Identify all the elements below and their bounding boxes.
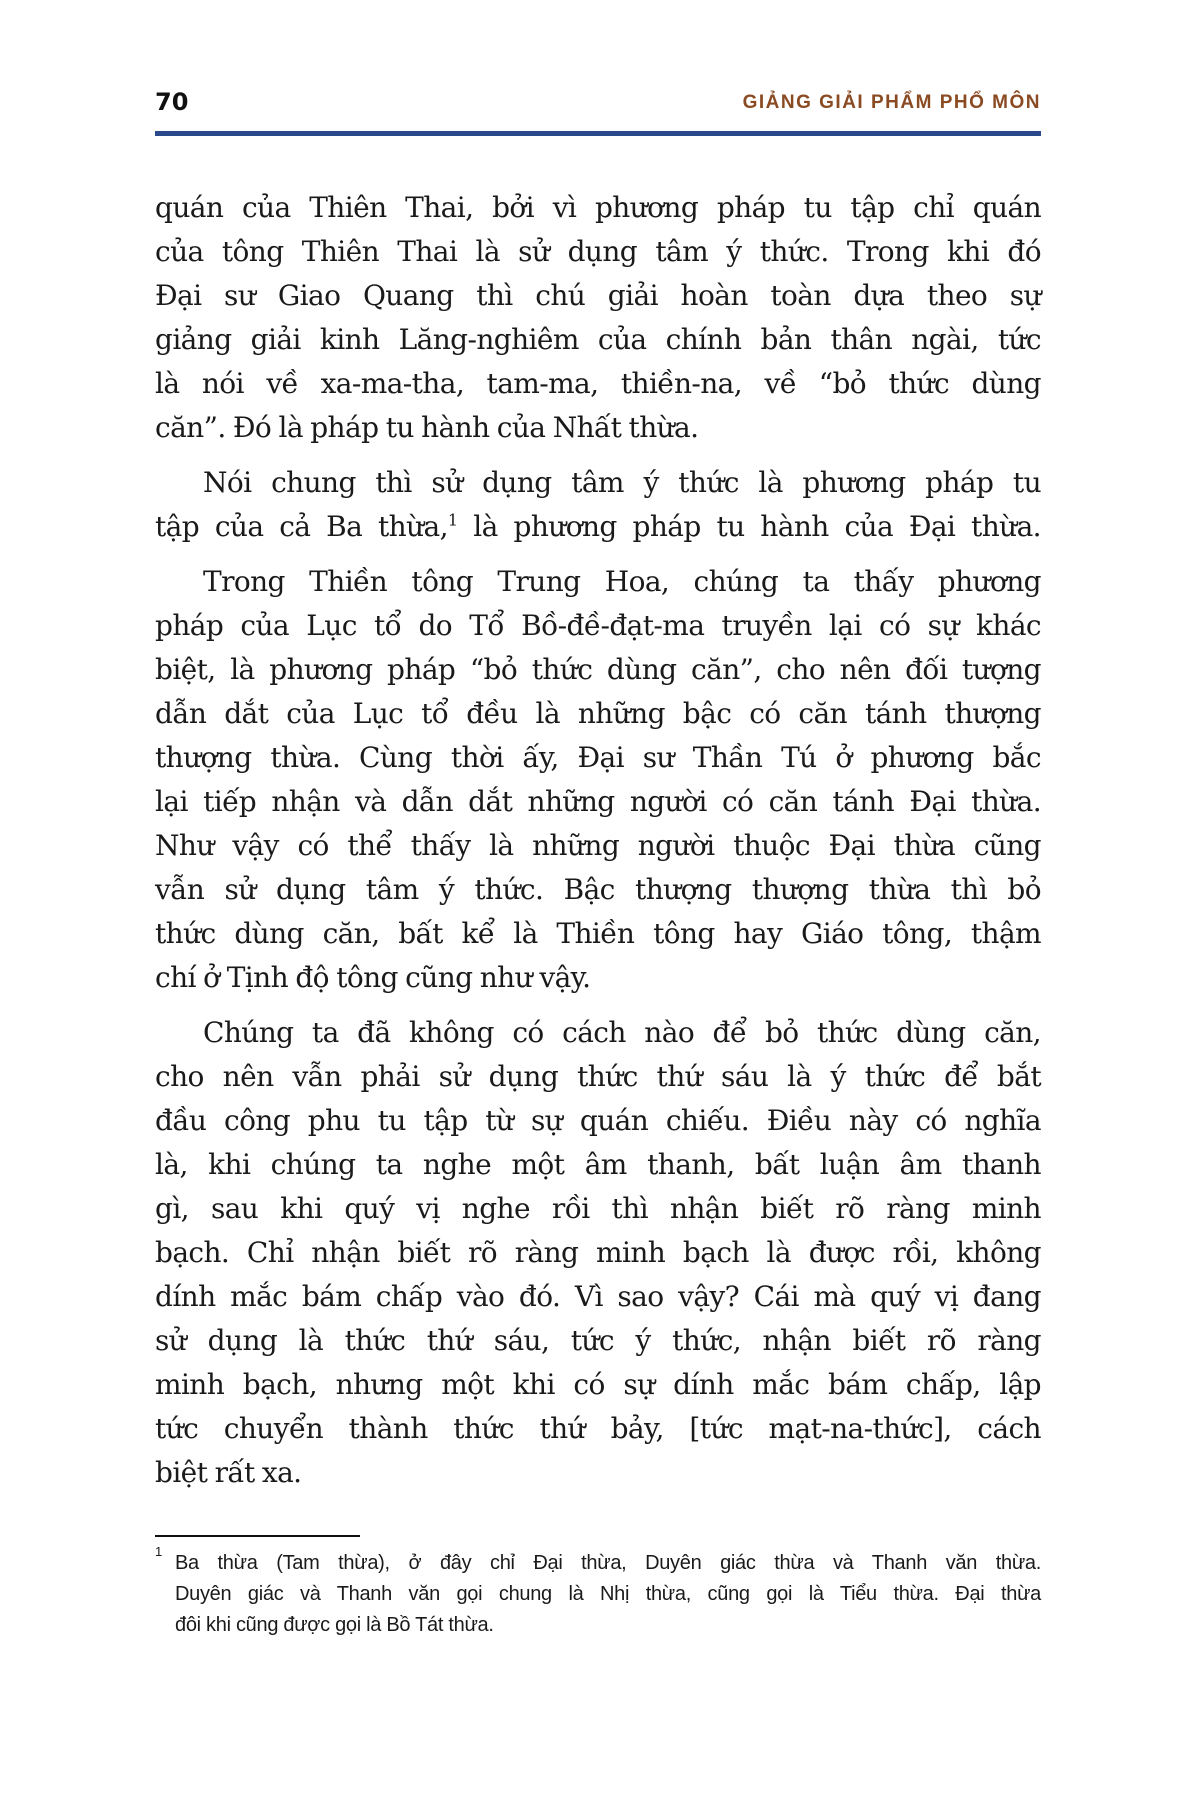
- text-line: thượng thừa. Cùng thời ấy, Đại sư Thần Tú ở phương bắc: [155, 741, 1041, 774]
- text-line: căn”. Đó là pháp tu hành của Nhất thừa.: [155, 411, 699, 444]
- footnote-reference[interactable]: 1: [447, 510, 458, 530]
- paragraph-2: [155, 461, 1041, 549]
- paragraph-4: [155, 1011, 1041, 1495]
- text-line: đầu công phu tu tập từ sự quán chiếu. Điều này có nghĩa: [155, 1104, 1041, 1137]
- text-line: là, khi chúng ta nghe một âm thanh, bất luận âm thanh: [155, 1148, 1041, 1181]
- text-line: gì, sau khi quý vị nghe rồi thì nhận biết rõ ràng minh: [155, 1192, 1041, 1225]
- text-line: biệt rất xa.: [155, 1456, 302, 1489]
- header-rule: [155, 131, 1041, 136]
- text-line: vẫn sử dụng tâm ý thức. Bậc thượng thượng thừa thì bỏ: [155, 873, 1041, 906]
- text-segment: tập của cả Ba thừa,: [155, 510, 448, 543]
- text-line: Nói chung thì sử dụng tâm ý thức là phương pháp tu: [203, 466, 1041, 499]
- footnote: [155, 1544, 1041, 1641]
- text-line: của tông Thiên Thai là sử dụng tâm ý thức. Trong khi đó: [155, 235, 1041, 268]
- footnote-separator: [155, 1535, 360, 1537]
- text-line: tức chuyển thành thức thứ bảy, [tức mạt-na-thức], cách: [155, 1412, 1041, 1445]
- text-line: biệt, là phương pháp “bỏ thức dùng căn”, cho nên đối tượng: [155, 653, 1041, 686]
- text-line: quán của Thiên Thai, bởi vì phương pháp tu tập chỉ quán: [155, 191, 1041, 224]
- running-title: GIẢNG GIẢI PHẨM PHỔ MÔN: [742, 92, 1041, 113]
- footnote-line: Ba thừa (Tam thừa), ở đây chỉ Đại thừa, Duyên giác thừa và Thanh văn thừa.: [175, 1552, 1041, 1574]
- text-line-with-footnote: [155, 505, 1041, 549]
- footnote-mark: 1: [155, 1544, 163, 1559]
- body-text: [155, 186, 1041, 1506]
- footnote-line: Duyên giác và Thanh văn gọi chung là Nhị thừa, cũng gọi là Tiểu thừa. Đại thừa: [175, 1583, 1041, 1605]
- text-line: dính mắc bám chấp vào đó. Vì sao vậy? Cái mà quý vị đang: [155, 1280, 1041, 1313]
- text-line: lại tiếp nhận và dẫn dắt những người có căn tánh Đại thừa.: [155, 785, 1041, 818]
- text-line: dẫn dắt của Lục tổ đều là những bậc có căn tánh thượng: [155, 697, 1041, 730]
- page-number: 70: [155, 88, 189, 116]
- text-line: thức dùng căn, bất kể là Thiền tông hay Giáo tông, thậm: [155, 917, 1041, 950]
- text-line: giảng giải kinh Lăng-nghiêm của chính bản thân ngài, tức: [155, 323, 1041, 356]
- text-line: minh bạch, nhưng một khi có sự dính mắc bám chấp, lập: [155, 1368, 1041, 1401]
- text-segment: là phương pháp tu hành của Đại thừa.: [473, 510, 1041, 543]
- text-line: Đại sư Giao Quang thì chú giải hoàn toàn dựa theo sự: [155, 279, 1041, 312]
- page-header: [155, 88, 1041, 128]
- text-line: bạch. Chỉ nhận biết rõ ràng minh bạch là được rồi, không: [155, 1236, 1041, 1269]
- footnote-line: đôi khi cũng được gọi là Bồ Tát thừa.: [175, 1614, 494, 1636]
- text-line: sử dụng là thức thứ sáu, tức ý thức, nhận biết rõ ràng: [155, 1324, 1041, 1357]
- text-line: Chúng ta đã không có cách nào để bỏ thức dùng căn,: [203, 1016, 1041, 1049]
- text-line: Trong Thiền tông Trung Hoa, chúng ta thấy phương: [203, 565, 1041, 598]
- text-line: là nói về xa-ma-tha, tam-ma, thiền-na, về “bỏ thức dùng: [155, 367, 1041, 400]
- paragraph-1: [155, 186, 1041, 450]
- text-line: chí ở Tịnh độ tông cũng như vậy.: [155, 961, 591, 994]
- paragraph-3: [155, 560, 1041, 1000]
- text-line: cho nên vẫn phải sử dụng thức thứ sáu là ý thức để bắt: [155, 1060, 1041, 1093]
- text-line: pháp của Lục tổ do Tổ Bồ-đề-đạt-ma truyền lại có sự khác: [155, 609, 1041, 642]
- text-line: Như vậy có thể thấy là những người thuộc Đại thừa cũng: [155, 829, 1041, 862]
